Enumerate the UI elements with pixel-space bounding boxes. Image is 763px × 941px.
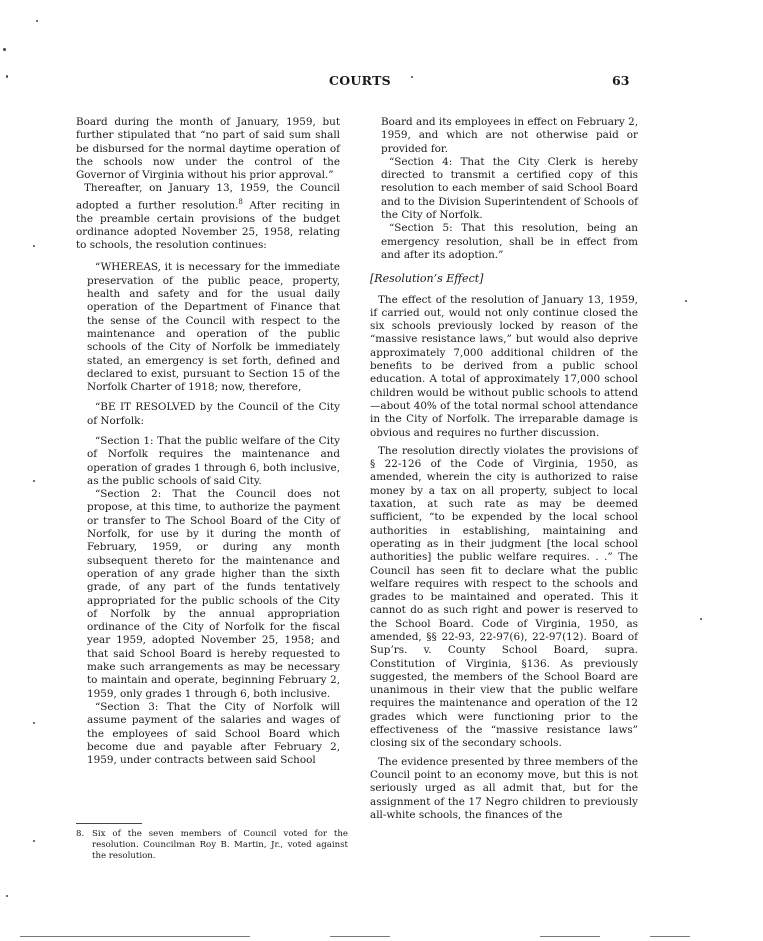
footnote: [76, 829, 348, 862]
scan-speck: [700, 618, 702, 620]
paragraph-evidence: The evidence presented by three members of the Council point to an economy move, but this is not seriously urged as all admit that, but for the assignment of the 17 Negro children to previously all-white schools, the finances of the: [370, 755, 638, 821]
quote-section-2: “Section 2: That the Council does not propose, at this time, to authorize the payment or transfer to The School Board of the City of Norfolk, for use by it during the month of February, 1959, or during any month subsequent thereto for the maintenance and operation of any grade higher than the sixth grade, of any part of the funds tentatively appropriated for the public schools of the City of Norfolk by the annual appropriation ordinance of the City of Norfolk for the fiscal year 1959, adopted November 25, 1958; and that said School Board is hereby requested to make such arrangements as may be necessary to maintain and operate, beginning February 2, 1959, only grades 1 through 6, both inclusive.: [87, 488, 340, 700]
scan-speck: [36, 20, 38, 22]
scan-speck: [33, 480, 35, 482]
footnote-number: 8.: [76, 829, 85, 839]
scan-speck: [33, 245, 35, 247]
scan-edge-line: [20, 936, 250, 937]
scan-edge-line: [330, 936, 390, 937]
scan-edge-line: [540, 936, 600, 937]
page-number: 63: [612, 73, 630, 88]
footnote-text: Six of the seven members of Council voted for the resolution. Councilman Roy B. Martin, Jr., voted against the resolution.: [92, 829, 348, 861]
footnote-divider: [76, 823, 142, 824]
block-quote-continued: [381, 116, 638, 262]
paragraph-resolution-intro: [76, 182, 340, 252]
quote-section-3: “Section 3: That the City of Norfolk will assume payment of the salaries and wages of the employees of said School Board which become due and payable after February 2, 1959, under contracts between said School: [87, 700, 340, 767]
scan-speck: [6, 75, 8, 78]
running-title: COURTS: [328, 73, 392, 88]
paragraph-effect: The effect of the resolution of January 13, 1959, if carried out, would not only continue closed the six schools previously locked by reason of the “massive resistance laws,” but would also deprive approximately 7,000 additional children of the benefits to be derived from a public school education. A total of approximately 17,000 school children would be without public schools to attend—about 40% of the total normal school attendance in the City of Norfolk. The irreparable damage is obvious and requires no further discussion.: [370, 293, 638, 439]
quote-section-5: “Section 5: That this resolution, being an emergency resolution, shall be in effect from and after its adoption.”: [381, 222, 638, 261]
paragraph-violation: The resolution directly violates the provisions of § 22-126 of the Code of Virginia, 1950, as amended, wherein the city is authorized to raise money by a tax on all property, subject to local taxation, at such rate as may be deemed sufficient, “to be expended by the local school authorities in establishing, maintaining and operating as in their judgment [the local school authorities] the public welfare requires. . .” The Council has seen fit to declare what the public welfare requires with respect to the schools and grades to be maintained and operated. This it cannot do as such right and power is reserved to the School Board. Code of Virginia, 1950, as amended, §§ 22-93, 22-97(6), 22-97(12). Board of Sup’rs. v. County School Board, supra. Constitution of Virginia, §136. As previously suggested, the members of the School Board are unanimous in their view that the public welfare requires the maintenance and operation of the 12 grades which were functioning prior to the effectiveness of the “massive resistance laws” closing six of the secondary schools.: [370, 444, 638, 750]
paragraph-continued: Board during the month of January, 1959, but further stipulated that “no part of said sum shall be disbursed for the normal daytime operation of the schools now under the control of the Governor of Virginia without his prior approval.”: [76, 116, 340, 182]
scan-speck: [33, 840, 35, 842]
scan-speck: [685, 300, 687, 302]
footnote-reference: 8: [238, 197, 243, 206]
section-heading: [Resolution’s Effect]: [370, 272, 484, 286]
scan-speck: [411, 76, 413, 78]
quote-section-3-continued: Board and its employees in effect on February 2, 1959, and which are not otherwise paid or provided for.: [381, 116, 638, 155]
left-column: [76, 116, 340, 876]
scan-speck: [6, 895, 8, 897]
paragraph-text: After reciting in the preamble certain provisions of the budget ordinance adopted November 25, 1958, relating to schools, the resolution continues:: [76, 199, 340, 252]
running-header: [0, 73, 763, 89]
right-column: [370, 116, 638, 916]
quote-section-1: “Section 1: That the public welfare of the City of Norfolk requires the maintenance and operation of grades 1 through 6, both inclusive, as the public schools of said City.: [87, 435, 340, 487]
quote-resolved: “BE IT RESOLVED by the Council of the City of Norfolk:: [87, 401, 340, 427]
scan-edge-line: [650, 936, 690, 937]
quote-section-4: “Section 4: That the City Clerk is hereby directed to transmit a certified copy of this resolution to each member of said School Board and to the Division Superintendent of Schools of the City of Norfolk.: [381, 155, 638, 222]
quote-whereas: “WHEREAS, it is necessary for the immediate preservation of the public peace, property, health and safety and for the usual daily operation of the Department of Finance that the sense of the Council with respect to the maintenance and operation of the public schools of the City of Norfolk be immediately stated, an emergency is set forth, defined and declared to exist, pursuant to Section 15 of the Norfolk Charter of 1918; now, therefore,: [87, 261, 340, 394]
paragraph-text: Thereafter, on January 13, 1959, the Council adopted a further resolution.: [76, 182, 340, 212]
scan-speck: [33, 722, 35, 724]
scan-speck: [3, 48, 6, 51]
block-quote: [87, 261, 340, 767]
